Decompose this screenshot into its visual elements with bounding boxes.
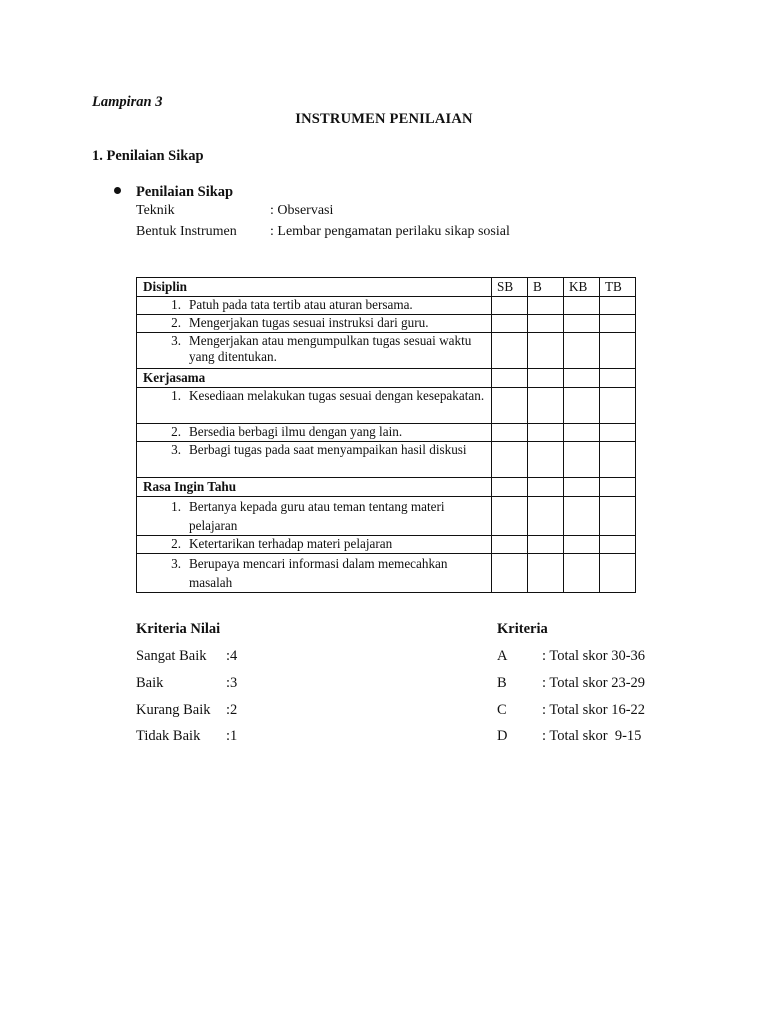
kriteria-range: : Total skor 16-22 bbox=[542, 702, 646, 718]
item-text: Berbagi tugas pada saat menyampaikan hasil diskusi bbox=[189, 442, 467, 457]
score-cell[interactable] bbox=[600, 424, 636, 442]
score-cell[interactable] bbox=[564, 333, 600, 369]
observation-table bbox=[136, 277, 636, 593]
bullet-icon bbox=[114, 187, 121, 194]
score-cell[interactable] bbox=[600, 297, 636, 315]
score-cell[interactable] bbox=[492, 297, 528, 315]
item-text: Berupaya mencari informasi dalam memecahkan masalah bbox=[189, 556, 448, 590]
item-number: 2. bbox=[171, 315, 181, 330]
score-cell[interactable] bbox=[564, 442, 600, 478]
score-cell[interactable] bbox=[492, 315, 528, 333]
kriteria-nilai-label: Baik bbox=[136, 675, 164, 691]
table-row bbox=[137, 442, 636, 478]
score-cell[interactable] bbox=[528, 297, 564, 315]
kriteria-range: : Total skor 23-29 bbox=[542, 675, 646, 691]
score-cell[interactable] bbox=[600, 536, 636, 554]
table-row bbox=[137, 424, 636, 442]
score-header-b: B bbox=[528, 278, 564, 297]
kriteria-nilai-label: Kurang Baik bbox=[136, 702, 211, 718]
score-cell[interactable] bbox=[564, 536, 600, 554]
score-cell[interactable] bbox=[564, 388, 600, 424]
table-row bbox=[137, 536, 636, 554]
group-heading-rasa-ingin-tahu: Rasa Ingin Tahu bbox=[137, 478, 492, 497]
table-row bbox=[137, 497, 636, 536]
kriteria-nilai-value: :2 bbox=[226, 702, 238, 718]
kriteria-nilai-label: Tidak Baik bbox=[136, 728, 201, 744]
item-text: Mengerjakan tugas sesuai instruksi dari guru. bbox=[189, 315, 429, 330]
item-number: 2. bbox=[171, 536, 181, 551]
table-row bbox=[137, 315, 636, 333]
info-value-teknik: : Observasi bbox=[270, 203, 334, 218]
kriteria-nilai-value: :4 bbox=[226, 648, 238, 664]
info-label-teknik: Teknik bbox=[136, 203, 175, 218]
item-text: Kesediaan melakukan tugas sesuai dengan kesepakatan. bbox=[189, 388, 485, 403]
kriteria-grade: D bbox=[497, 728, 508, 744]
table-row bbox=[137, 333, 636, 369]
document-title: INSTRUMEN PENILAIAN bbox=[295, 111, 473, 127]
score-cell[interactable] bbox=[528, 388, 564, 424]
info-value-bentuk: : Lembar pengamatan perilaku sikap sosial bbox=[270, 224, 510, 239]
score-cell[interactable] bbox=[528, 315, 564, 333]
kriteria-heading: Kriteria bbox=[497, 621, 548, 637]
score-cell[interactable] bbox=[528, 442, 564, 478]
score-cell[interactable] bbox=[528, 497, 564, 536]
item-text: Mengerjakan atau mengumpulkan tugas sesuai waktu yang ditentukan. bbox=[189, 333, 472, 364]
score-cell[interactable] bbox=[564, 424, 600, 442]
item-number: 3. bbox=[171, 442, 181, 457]
score-cell[interactable] bbox=[492, 333, 528, 369]
item-text: Bertanya kepada guru atau teman tentang materi pelajaran bbox=[189, 499, 445, 533]
kriteria-nilai-value: :1 bbox=[226, 728, 238, 744]
score-cell[interactable] bbox=[528, 554, 564, 593]
score-cell[interactable] bbox=[492, 536, 528, 554]
kriteria-grade: A bbox=[497, 648, 508, 664]
score-header-kb: KB bbox=[564, 278, 600, 297]
item-number: 3. bbox=[171, 333, 181, 348]
section-heading: 1. Penilaian Sikap bbox=[92, 148, 204, 164]
group-row bbox=[137, 478, 636, 497]
score-cell[interactable] bbox=[600, 442, 636, 478]
kriteria-range: : Total skor 9-15 bbox=[542, 728, 642, 744]
kriteria-nilai-value: :3 bbox=[226, 675, 238, 691]
kriteria-nilai-label: Sangat Baik bbox=[136, 648, 207, 664]
kriteria-nilai-heading: Kriteria Nilai bbox=[136, 621, 221, 637]
score-cell[interactable] bbox=[564, 497, 600, 536]
score-cell[interactable] bbox=[492, 554, 528, 593]
item-text: Patuh pada tata tertib atau aturan bersama. bbox=[189, 297, 413, 312]
score-cell[interactable] bbox=[564, 315, 600, 333]
group-row bbox=[137, 369, 636, 388]
table-row bbox=[137, 388, 636, 424]
kriteria-grade: C bbox=[497, 702, 507, 718]
table-row bbox=[137, 554, 636, 593]
score-cell[interactable] bbox=[600, 315, 636, 333]
score-cell[interactable] bbox=[600, 388, 636, 424]
item-text: Bersedia berbagi ilmu dengan yang lain. bbox=[189, 424, 403, 439]
item-text: Ketertarikan terhadap materi pelajaran bbox=[189, 536, 393, 551]
score-cell[interactable] bbox=[600, 554, 636, 593]
score-cell[interactable] bbox=[600, 497, 636, 536]
score-cell[interactable] bbox=[492, 424, 528, 442]
item-number: 1. bbox=[171, 388, 181, 403]
score-cell[interactable] bbox=[492, 442, 528, 478]
kriteria-range: : Total skor 30-36 bbox=[542, 648, 646, 664]
appendix-label: Lampiran 3 bbox=[92, 94, 163, 110]
score-cell[interactable] bbox=[564, 554, 600, 593]
item-number: 3. bbox=[171, 556, 181, 571]
info-label-bentuk: Bentuk Instrumen bbox=[136, 224, 237, 239]
table-row bbox=[137, 297, 636, 315]
table-header-row bbox=[137, 278, 636, 297]
score-cell[interactable] bbox=[492, 497, 528, 536]
group-heading-disiplin: Disiplin bbox=[137, 278, 492, 297]
group-heading-kerjasama: Kerjasama bbox=[137, 369, 492, 388]
item-number: 1. bbox=[171, 297, 181, 312]
score-cell[interactable] bbox=[528, 333, 564, 369]
kriteria-grade: B bbox=[497, 675, 507, 691]
score-cell[interactable] bbox=[492, 388, 528, 424]
score-cell[interactable] bbox=[564, 297, 600, 315]
score-header-sb: SB bbox=[492, 278, 528, 297]
item-number: 1. bbox=[171, 499, 181, 514]
bullet-heading: Penilaian Sikap bbox=[136, 184, 234, 200]
score-cell[interactable] bbox=[600, 333, 636, 369]
score-header-tb: TB bbox=[600, 278, 636, 297]
item-number: 2. bbox=[171, 424, 181, 439]
score-cell[interactable] bbox=[528, 536, 564, 554]
score-cell[interactable] bbox=[528, 424, 564, 442]
